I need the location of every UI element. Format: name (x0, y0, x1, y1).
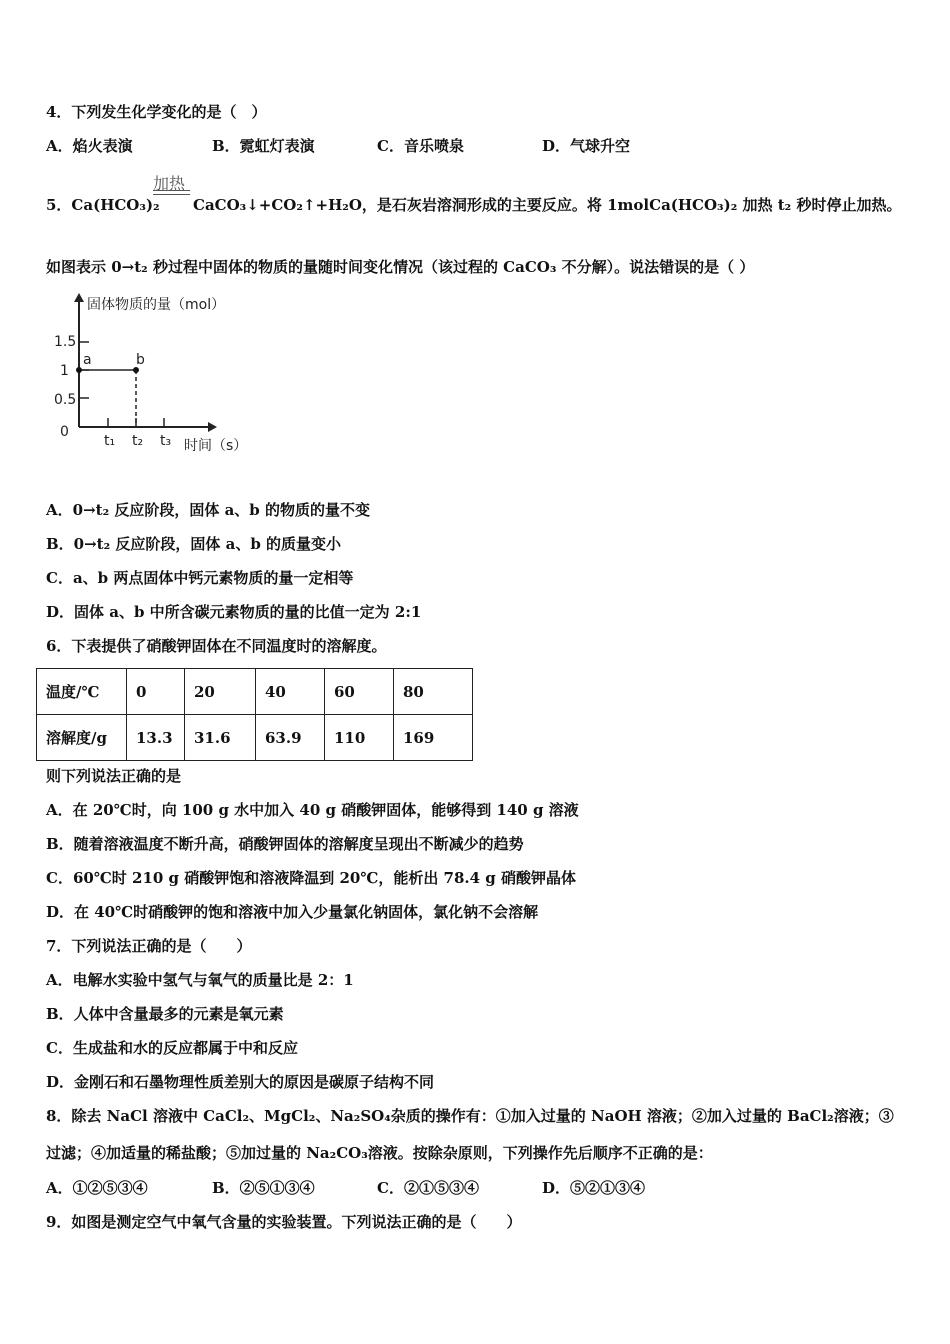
q7-option-c: C．生成盐和水的反应都属于中和反应 (46, 1039, 298, 1057)
point-a (76, 367, 82, 373)
table-cell: 40 (256, 669, 325, 715)
x-tick: t₂ (132, 433, 144, 449)
q5-reactant: 5．Ca(HCO₃)₂ (46, 196, 160, 214)
q7-option-d: D．金刚石和石墨物理性质差别大的原因是碳原子结构不同 (46, 1073, 435, 1091)
point-b-label: b (136, 352, 145, 368)
amount-time-graph (40, 290, 260, 460)
q6-option-a: A．在 20℃时，向 100 g 水中加入 40 g 硝酸钾固体，能够得到 140 g 溶液 (46, 801, 579, 819)
q4-stem: 4．下列发生化学变化的是（ ） (46, 103, 267, 121)
table-cell: 80 (394, 669, 473, 715)
table-cell: 63.9 (256, 715, 325, 761)
q4-option-d: D．气球升空 (542, 137, 631, 155)
q8-option-a: A．①②⑤③④ (46, 1179, 148, 1197)
q5-option-d: D．固体 a、b 中所含碳元素物质的量的比值一定为 2:1 (46, 603, 422, 621)
x-axis-label: 时间（s） (184, 438, 248, 454)
q5-option-a: A．0→t₂ 反应阶段，固体 a、b 的物质的量不变 (46, 501, 371, 519)
table-cell: 20 (185, 669, 256, 715)
y-tick: 1 (60, 363, 69, 379)
q4-option-c: C．音乐喷泉 (377, 137, 464, 155)
q6-option-c: C．60℃时 210 g 硝酸钾饱和溶液降温到 20℃，能析出 78.4 g 硝酸钾晶体 (46, 869, 577, 887)
x-axis-arrow-icon (208, 422, 217, 432)
q6-stem: 6．下表提供了硝酸钾固体在不同温度时的溶解度。 (46, 637, 387, 655)
y-axis-arrow-icon (74, 293, 84, 302)
q8-option-b: B．②⑤①③④ (212, 1179, 315, 1197)
q6-option-b: B．随着溶液温度不断升高，硝酸钾固体的溶解度呈现出不断减少的趋势 (46, 835, 524, 853)
table-cell: 13.3 (127, 715, 185, 761)
table-row (37, 715, 473, 761)
x-tick: t₃ (160, 433, 172, 449)
q8-option-d: D．⑤②①③④ (542, 1179, 646, 1197)
q6-option-d: D．在 40℃时硝酸钾的饱和溶液中加入少量氯化钠固体，氯化钠不会溶解 (46, 903, 539, 921)
q5-paragraph: 如图表示 0→t₂ 秒过程中固体的物质的量随时间变化情况（该过程的 CaCO₃ 不分解）。说法错误的是（ ） (46, 258, 755, 276)
q7-option-b: B．人体中含量最多的元素是氧元素 (46, 1005, 284, 1023)
q5-option-b: B．0→t₂ 反应阶段，固体 a、b 的质量变小 (46, 535, 342, 553)
table-row (37, 669, 473, 715)
table-cell: 0 (127, 669, 185, 715)
y-tick: 1.5 (54, 334, 77, 350)
table-cell: 169 (394, 715, 473, 761)
table-header-cell: 温度/℃ (37, 669, 127, 715)
table-header-cell: 溶解度/g (37, 715, 127, 761)
solubility-table (36, 668, 473, 761)
table-cell: 110 (325, 715, 394, 761)
x-tick: t₁ (104, 433, 116, 449)
y-tick: 0.5 (54, 392, 77, 408)
table-cell: 31.6 (185, 715, 256, 761)
q9-stem: 9．如图是测定空气中氧气含量的实验装置。下列说法正确的是（ ） (46, 1213, 522, 1231)
q5-equation-rest: CaCO₃↓+CO₂↑+H₂O，是石灰岩溶洞形成的主要反应。将 1molCa(HCO₃)₂ 加热 t₂ 秒时停止加热。 (193, 196, 902, 214)
q8-stem-line1: 8．除去 NaCl 溶液中 CaCl₂、MgCl₂、Na₂SO₄杂质的操作有：①加入过量的 NaOH 溶液；②加入过量的 BaCl₂溶液；③ (46, 1107, 894, 1125)
point-a-label: a (83, 352, 92, 368)
q5-option-c: C．a、b 两点固体中钙元素物质的量一定相等 (46, 569, 354, 587)
q6-subheading: 则下列说法正确的是 (46, 767, 182, 785)
q4-option-a: A．焰火表演 (46, 137, 133, 155)
y-axis-label: 固体物质的量（mol） (87, 297, 226, 313)
q7-stem: 7．下列说法正确的是（ ） (46, 937, 252, 955)
q8-stem-line2: 过滤；④加适量的稀盐酸；⑤加过量的 Na₂CO₃溶液。按除杂原则，下列操作先后顺序不正确的是： (46, 1144, 713, 1162)
q8-option-c: C．②①⑤③④ (377, 1179, 479, 1197)
q7-option-a: A．电解水实验中氢气与氧气的质量比是 2：1 (46, 971, 354, 989)
table-cell: 60 (325, 669, 394, 715)
q5-condition: 加热 (153, 174, 186, 193)
q4-option-b: B．霓虹灯表演 (212, 137, 315, 155)
y-tick: 0 (60, 424, 69, 440)
equation-sign (153, 190, 190, 195)
